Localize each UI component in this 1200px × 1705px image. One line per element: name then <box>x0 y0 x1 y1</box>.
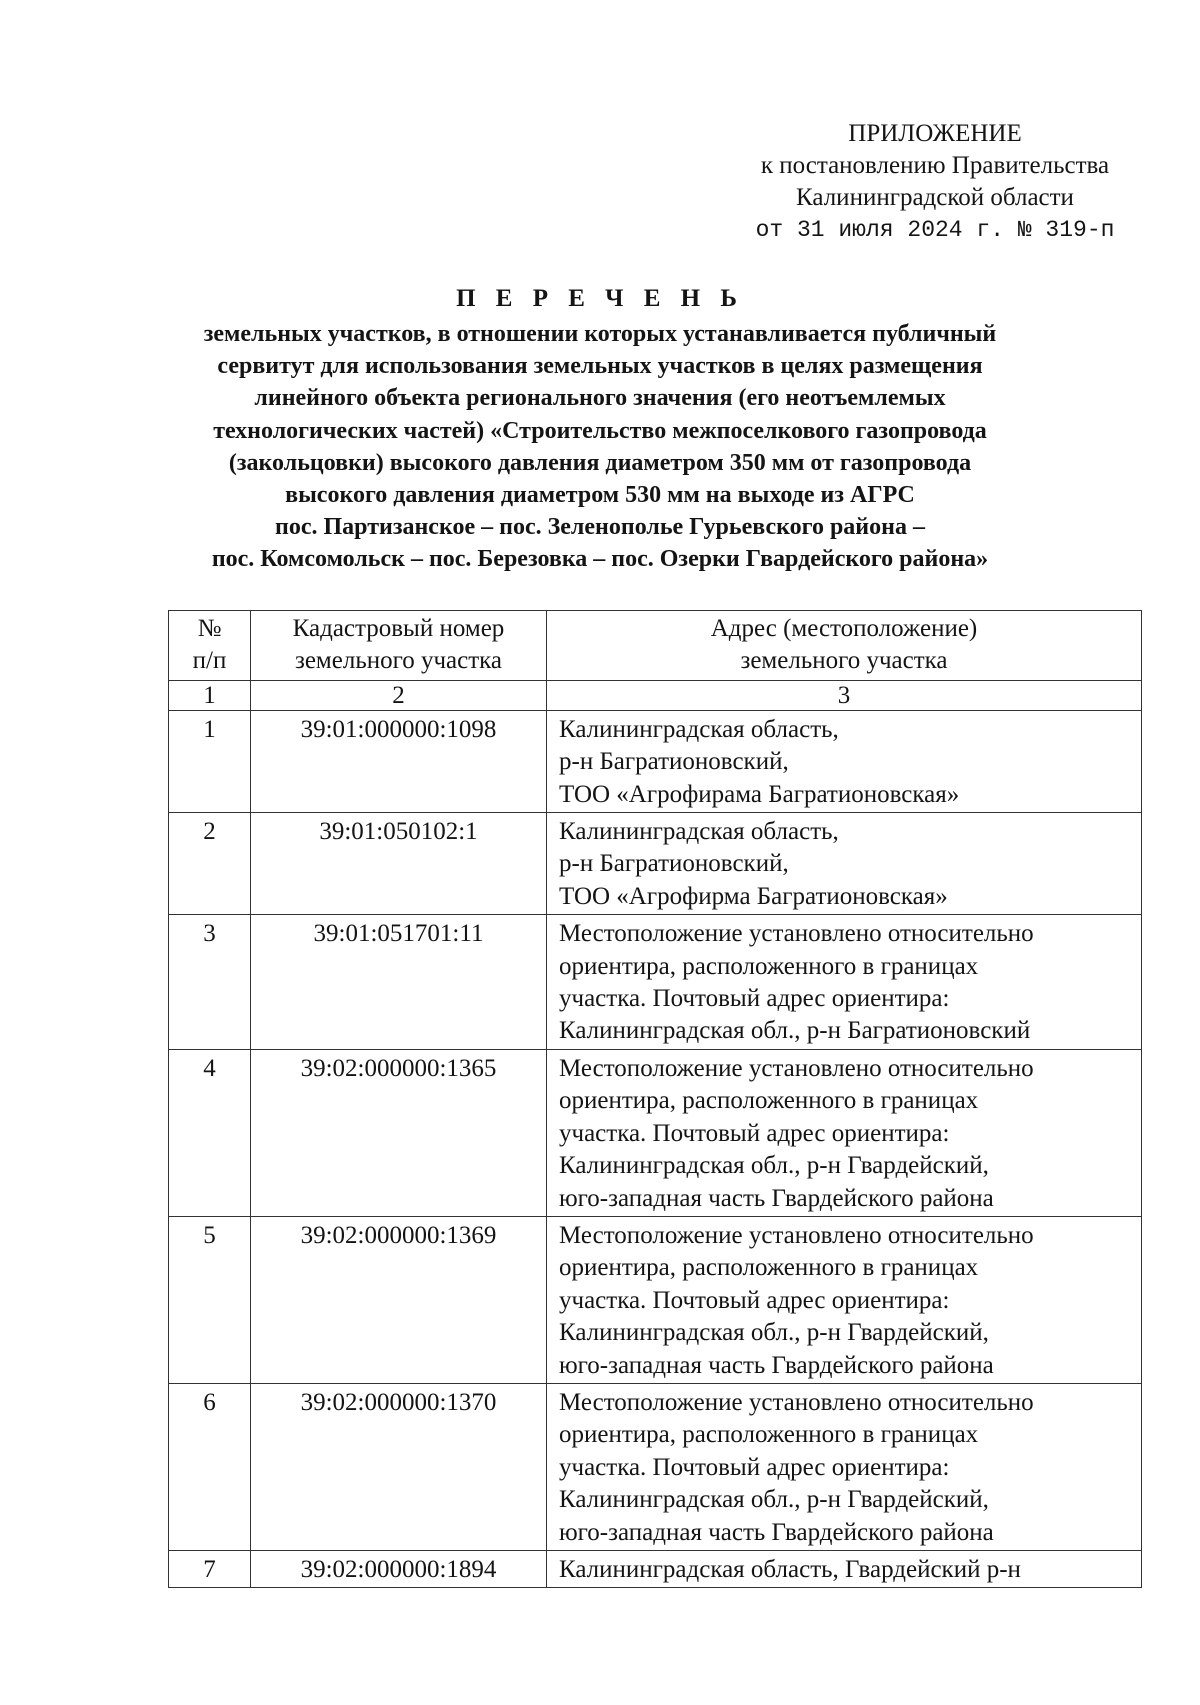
table-header-row <box>169 611 1142 681</box>
subtitle-line: пос. Партизанское – пос. Зеленополье Гурьевского района – <box>275 514 925 541</box>
table-row <box>169 915 1142 1050</box>
address-line: юго-западная часть Гвардейского района <box>559 1184 994 1212</box>
header-cell-address: Адрес (местоположение) земельного участка <box>547 611 1142 681</box>
address-line: р-н Багратионовский, <box>559 748 789 776</box>
column-number-cell: 3 <box>547 680 1142 710</box>
subtitle-line: линейного объекта регионального значения (его неотъемлемых <box>254 385 946 412</box>
address-cell <box>547 710 1142 812</box>
cadastral-number-cell: 39:02:000000:1894 <box>251 1550 547 1587</box>
address-line: участка. Почтовый адрес ориентира: <box>559 985 950 1013</box>
appendix-block <box>720 118 1150 246</box>
table-row <box>169 1049 1142 1216</box>
cadastral-number-cell: 39:01:051701:11 <box>251 915 547 1050</box>
address-line: р-н Багратионовский, <box>559 850 789 878</box>
cadastral-number-cell: 39:01:000000:1098 <box>251 710 547 812</box>
table-row <box>169 813 1142 915</box>
address-cell <box>547 813 1142 915</box>
row-number-cell: 2 <box>169 813 251 915</box>
land-plots-table <box>168 610 1142 1588</box>
appendix-line-date-number: от 31 июля 2024 г. № 319-п <box>755 217 1115 243</box>
document-title: П Е Р Е Ч Е Н Ь <box>456 285 744 312</box>
address-cell <box>547 1550 1142 1587</box>
column-number-cell: 1 <box>169 680 251 710</box>
cadastral-number-cell: 39:02:000000:1365 <box>251 1049 547 1216</box>
table-row <box>169 1383 1142 1550</box>
address-line: участка. Почтовый адрес ориентира: <box>559 1119 950 1147</box>
cadastral-number-cell: 39:02:000000:1369 <box>251 1216 547 1383</box>
document-heading <box>100 282 1100 576</box>
address-line: Калининградская обл., р-н Багратионовский <box>559 1017 1031 1045</box>
row-number-cell: 7 <box>169 1550 251 1587</box>
appendix-line-region: Калининградской области <box>796 184 1074 211</box>
address-line: Местоположение установлено относительно <box>559 1054 1034 1082</box>
subtitle-line: технологических частей) «Строительство межпоселкового газопровода <box>213 417 987 444</box>
address-line: ориентира, расположенного в границах <box>559 952 979 980</box>
address-line: Калининградская обл., р-н Гвардейский, <box>559 1152 989 1180</box>
address-line: Калининградская область, Гвардейский р-н <box>559 1555 1021 1583</box>
subtitle-line: (закольцовки) высокого давления диаметром 350 мм от газопровода <box>228 449 972 476</box>
appendix-title: ПРИЛОЖЕНИЕ <box>848 120 1022 147</box>
table-row <box>169 1216 1142 1383</box>
row-number-cell: 6 <box>169 1383 251 1550</box>
address-cell <box>547 1216 1142 1383</box>
address-line: ТОО «Агрофирама Багратионовская» <box>559 780 960 808</box>
subtitle-line: земельных участков, в отношении которых устанавливается публичный <box>203 321 997 347</box>
subtitle-line: пос. Комсомольск – пос. Березовка – пос. Озерки Гвардейского района» <box>211 546 989 573</box>
row-number-cell: 1 <box>169 710 251 812</box>
address-line: ориентира, расположенного в границах <box>559 1087 979 1115</box>
address-line: ТОО «Агрофирма Багратионовская» <box>559 882 948 910</box>
address-line: Местоположение установлено относительно <box>559 920 1034 948</box>
address-line: участка. Почтовый адрес ориентира: <box>559 1286 950 1314</box>
address-line: юго-западная часть Гвардейского района <box>559 1351 994 1379</box>
address-line: Местоположение установлено относительно <box>559 1388 1034 1416</box>
address-cell <box>547 915 1142 1050</box>
address-line: ориентира, расположенного в границах <box>559 1254 979 1282</box>
column-number-row <box>169 680 1142 710</box>
address-cell <box>547 1049 1142 1216</box>
subtitle-line: сервитут для использования земельных участков в целях размещения <box>217 353 983 380</box>
address-line: юго-западная часть Гвардейского района <box>559 1518 994 1546</box>
address-cell <box>547 1383 1142 1550</box>
table-row <box>169 710 1142 812</box>
document-subtitle <box>100 318 1100 576</box>
row-number-cell: 4 <box>169 1049 251 1216</box>
cadastral-number-cell: 39:01:050102:1 <box>251 813 547 915</box>
subtitle-line: высокого давления диаметром 530 мм на выходе из АГРС <box>285 482 915 509</box>
address-line: Калининградская область, <box>559 715 839 743</box>
column-number-cell: 2 <box>251 680 547 710</box>
row-number-cell: 3 <box>169 915 251 1050</box>
appendix-line-resolution: к постановлению Правительства <box>760 152 1110 179</box>
address-line: участка. Почтовый адрес ориентира: <box>559 1453 950 1481</box>
address-line: Калининградская область, <box>559 818 839 846</box>
address-line: ориентира, расположенного в границах <box>559 1421 979 1449</box>
header-cell-number: № п/п <box>169 611 251 681</box>
address-line: Калининградская обл., р-н Гвардейский, <box>559 1486 989 1514</box>
cadastral-number-cell: 39:02:000000:1370 <box>251 1383 547 1550</box>
address-line: Калининградская обл., р-н Гвардейский, <box>559 1319 989 1347</box>
header-cell-cadastral: Кадастровый номер земельного участка <box>251 611 547 681</box>
table-row <box>169 1550 1142 1587</box>
row-number-cell: 5 <box>169 1216 251 1383</box>
address-line: Местоположение установлено относительно <box>559 1221 1034 1249</box>
